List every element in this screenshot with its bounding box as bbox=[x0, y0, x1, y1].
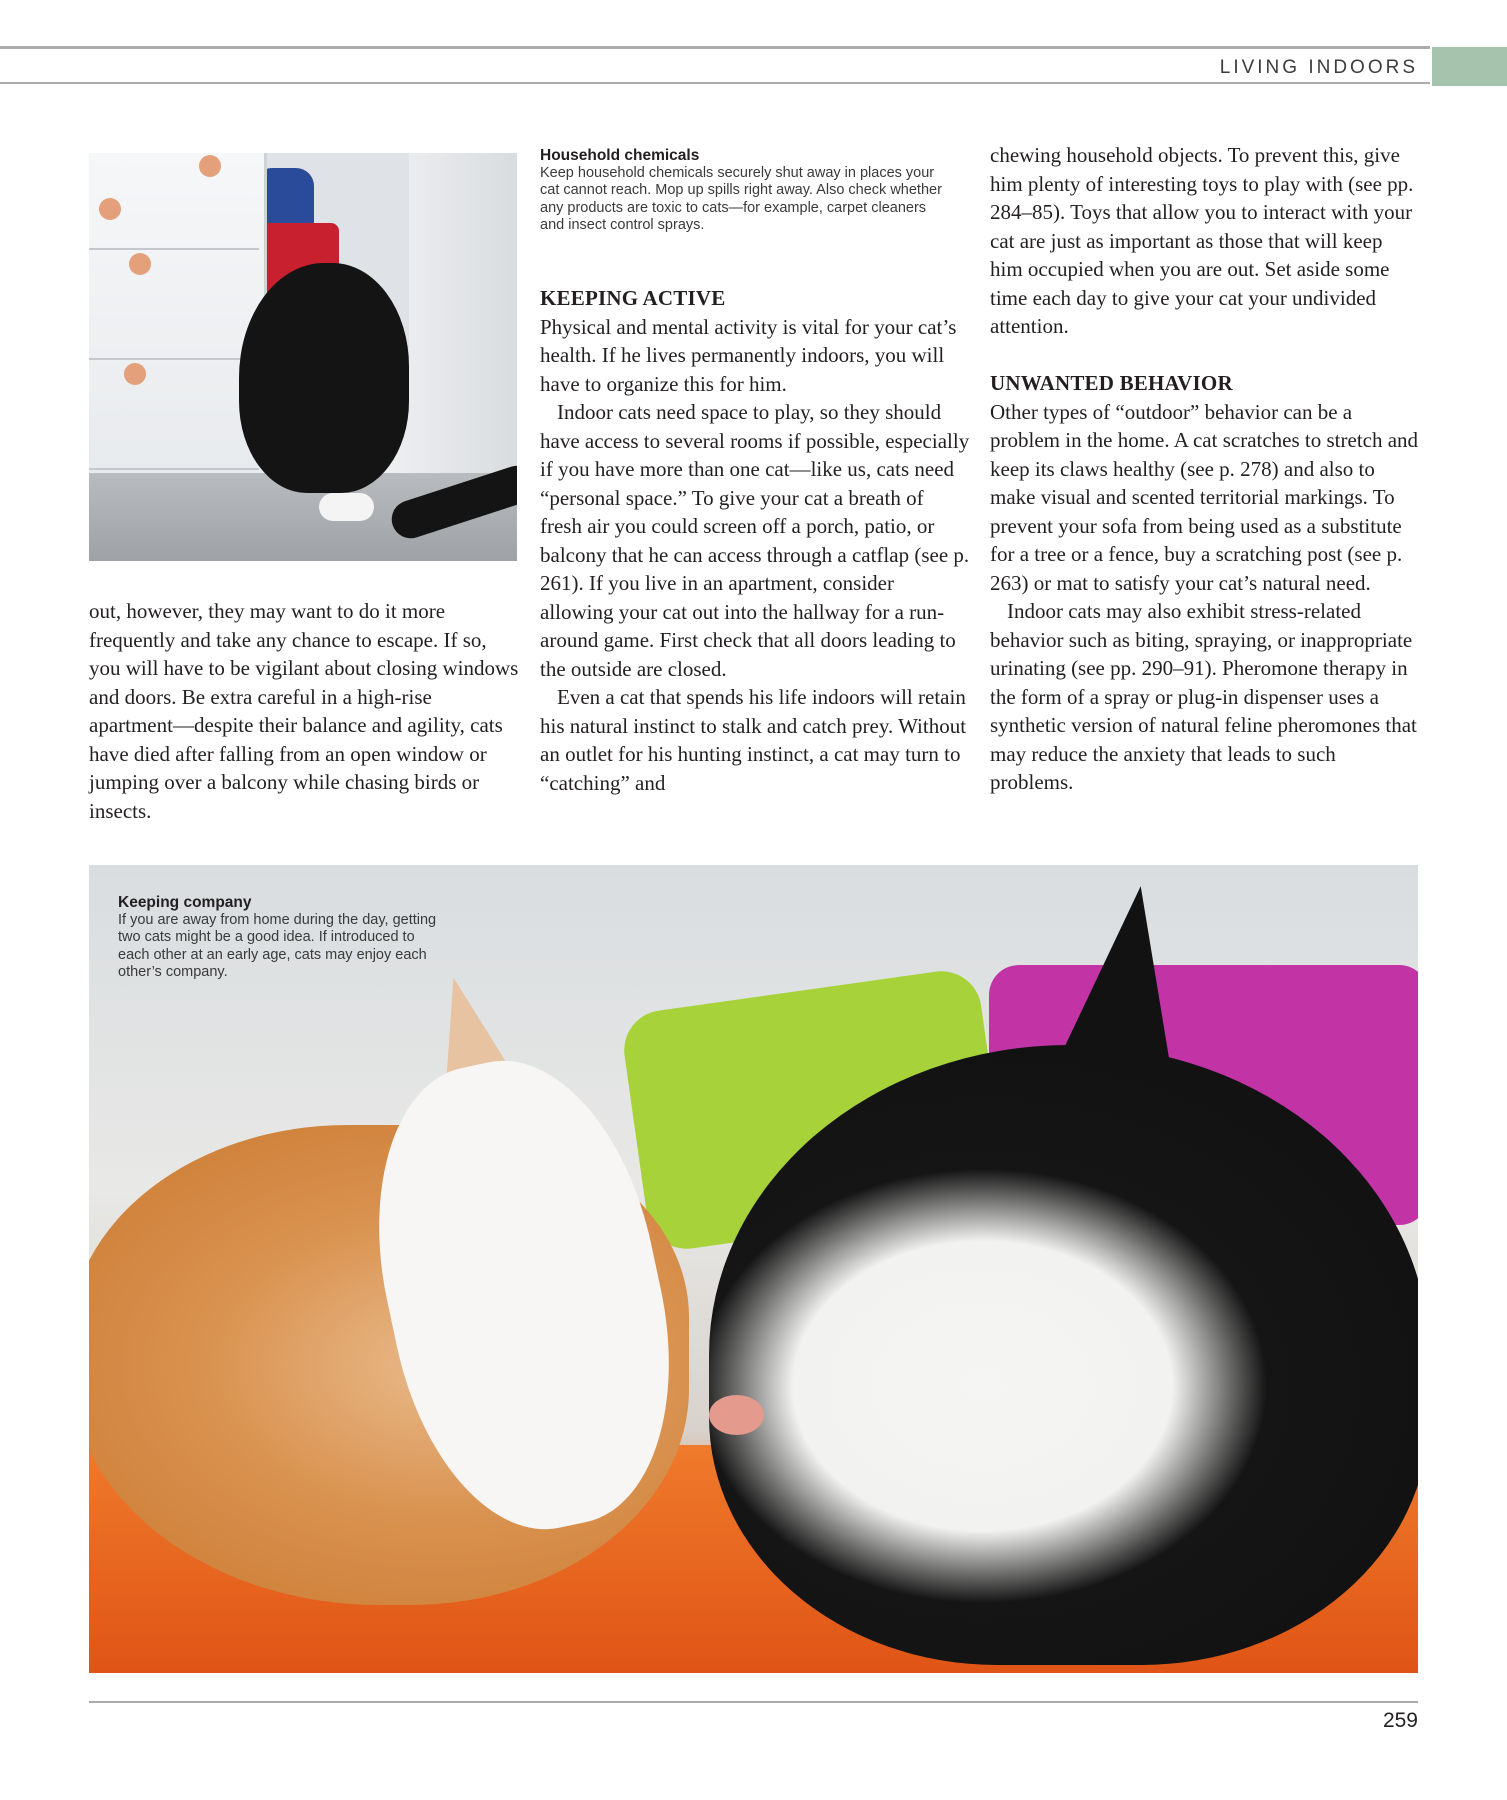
caption-text: Keep household chemicals securely shut away in places your cat cannot reach. Mop up spills right away. Also check whether any products are toxic to cats—for example, carpet cleaners and insect control sprays. bbox=[540, 164, 942, 233]
section-heading-unwanted-behavior: UNWANTED BEHAVIOR bbox=[990, 371, 1233, 395]
drawer-knob bbox=[199, 155, 221, 177]
text-column-1 bbox=[89, 597, 519, 825]
paragraph: chewing household objects. To prevent this, give him plenty of interesting toys to play with (see pp. 284–85). Toys that allow you to interact with your cat are just as important as those that will keep him occupied when you are out. Set aside some time each day to give your cat your undivided attention. bbox=[990, 143, 1414, 338]
drawer-edge bbox=[89, 468, 259, 470]
cats-cuddling-photo bbox=[89, 865, 1418, 1673]
caption-household-chemicals bbox=[540, 147, 950, 235]
drawer-knob bbox=[129, 253, 151, 275]
caption-text: If you are away from home during the day, getting two cats might be a good idea. If introduced to each other at an early age, cats may enjoy each other’s company. bbox=[118, 911, 437, 980]
paragraph: Even a cat that spends his life indoors will retain his natural instinct to stalk and catch prey. Without an outlet for his hunting instinct, a cat may turn to “catching” and bbox=[540, 685, 967, 795]
paragraph: Indoor cats may also exhibit stress-related behavior such as biting, spraying, or inappropriate urinating (see pp. 290–91). Pheromone therapy in the form of a spray or plug-in dispenser uses a synthetic version of natural feline pheromones that may reduce the anxiety that leads to such problems. bbox=[990, 599, 1417, 794]
paragraph: Other types of “outdoor” behavior can be a problem in the home. A cat scratches to stretch and keep its claws healthy (see p. 278) and also to make visual and scented territorial markings. To prevent your sofa from being used as a substitute for a tree or a fence, buy a scratching post (see p. 263) or mat to satisfy your cat’s natural need. bbox=[990, 399, 1419, 595]
top-rule bbox=[0, 46, 1430, 49]
drawer-edge bbox=[89, 358, 259, 360]
drawer-knob bbox=[99, 198, 121, 220]
caption-title: Household chemicals bbox=[540, 147, 700, 164]
drawer-edge bbox=[89, 248, 259, 250]
section-tab bbox=[1432, 47, 1507, 86]
cat-white-paw bbox=[319, 493, 374, 521]
spacer bbox=[990, 341, 1420, 370]
top-rule-thin bbox=[0, 82, 1430, 84]
black-cat bbox=[239, 263, 409, 493]
cat-cupboard-photo bbox=[89, 153, 517, 561]
running-head: LIVING INDOORS bbox=[1219, 57, 1418, 78]
bottom-rule bbox=[89, 1701, 1418, 1703]
caption-keeping-company bbox=[118, 894, 438, 982]
caption-title: Keeping company bbox=[118, 894, 252, 911]
paragraph: Indoor cats need space to play, so they should have access to several rooms if possible, especially if you have more than one cat—like us, cats need “personal space.” To give your cat a breath of fresh air you could screen off a porch, patio, or balcony that he can access through a catflap (see p. 261). If you live in an apartment, consider allowing your cat out into the hallway for a run-around game. First check that all doors leading to the outside are closed. bbox=[540, 400, 970, 681]
text-column-3 bbox=[990, 141, 1420, 797]
drawer-knob bbox=[124, 363, 146, 385]
page-number: 259 bbox=[1382, 1709, 1418, 1732]
text-column-2 bbox=[540, 284, 970, 797]
paragraph: out, however, they may want to do it more frequently and take any chance to escape. If so, you will have to be vigilant about closing windows and doors. Be extra careful in a high-rise apartment—despite their balance and agility, cats have died after falling from an open window or jumping over a balcony while chasing birds or insects. bbox=[89, 599, 519, 823]
black-white-cat bbox=[709, 1045, 1418, 1665]
section-heading-keeping-active: KEEPING ACTIVE bbox=[540, 286, 726, 310]
ginger-cat-nose bbox=[709, 1395, 764, 1435]
paragraph: Physical and mental activity is vital for your cat’s health. If he lives permanently indoors, you will have to organize this for him. bbox=[540, 314, 957, 396]
